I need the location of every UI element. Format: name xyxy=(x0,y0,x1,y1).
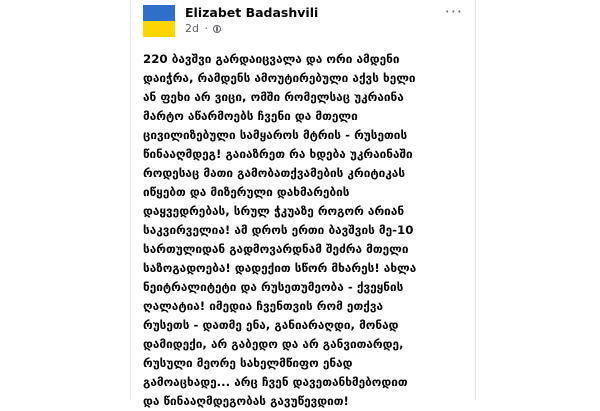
post-text-line: 220 ბავშვი გარდაიცვალა და ორი ამდენი xyxy=(143,52,400,66)
post-text-line: დამიდექი, არ გაბედო და არ განვითარდე, xyxy=(143,337,404,351)
post-text-line: მარტო აწარმოებს ჩვენი და მთელი xyxy=(143,109,358,123)
post-text-line: სართულიდან გადმოვარდნამ შეძრა მთელი xyxy=(143,242,409,256)
post-text-line: საკვირველია! ამ დროს ერთი ბავშვის მე-10 xyxy=(143,223,414,237)
post-time[interactable]: 2d xyxy=(185,22,199,35)
post-meta xyxy=(185,22,221,35)
post-text-line: ნეიტრალიტეტი და რუსეთუმეობა - ქვეყნის xyxy=(143,280,404,294)
post-text-line: საზოგადოება! დადექით სწორ მხარეს! ახლა xyxy=(143,261,417,275)
avatar-flag-blue xyxy=(143,5,175,21)
post-header xyxy=(143,2,463,39)
post-text-line: გამოაცხადე... არც ჩვენ დავეთანხმებოდით xyxy=(143,375,408,389)
globe-icon xyxy=(213,25,221,33)
post-text-line: რუსული მეორე სახელმწიფო ენად xyxy=(143,356,353,370)
post-text xyxy=(143,50,461,408)
post-text-line: დაიჭრა, რამდენს ამოუტირებული აქვს ხელი xyxy=(143,71,416,85)
post-text-line: რუსეთს - დათმე ენა, განიარაღდი, მონად xyxy=(143,318,399,332)
post-text-line: ცივილიზებული სამყაროს მტრის - რუსეთის xyxy=(143,128,408,142)
post-card xyxy=(130,0,476,408)
avatar[interactable] xyxy=(143,5,175,37)
author-name[interactable]: Elizabet Badashvili xyxy=(185,5,319,20)
post-text-line: როდესაც მათი გამობათქვამების კრიტიკას xyxy=(143,166,406,180)
more-options-icon[interactable]: ··· xyxy=(444,2,463,21)
post-text-line: ღალატია! იმედია ჩვენთვის რომ ეთქვა xyxy=(143,299,384,313)
post-text-line: ან ფეხი არ ვიცი, ომში რომელსაც უკრაინა xyxy=(143,90,404,104)
post-text-line: იწყებთ და მიზერული დახმარების xyxy=(143,185,350,199)
post-text-line: და წინააღმდეგობას გავუწევდით! xyxy=(143,394,349,408)
meta-separator: · xyxy=(204,22,208,35)
avatar-flag-yellow xyxy=(143,21,175,37)
post-text-line: წინააღმდეგ! გაიაზრეთ რა ხდება უკრაინაში xyxy=(143,147,413,161)
post-text-line: დაყვედრებას, სრულ ჭკუაზე როგორ არიან xyxy=(143,204,405,218)
